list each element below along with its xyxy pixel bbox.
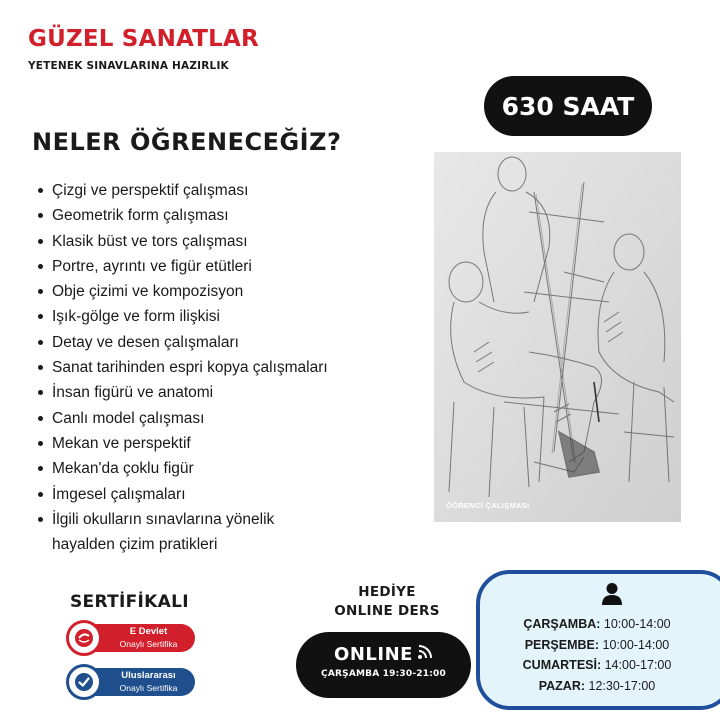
schedule-row bbox=[480, 614, 714, 635]
list-item: Sanat tarihinden espri kopya çalışmaları bbox=[38, 355, 398, 380]
international-label: Uluslararası bbox=[121, 670, 176, 681]
curriculum-list bbox=[38, 178, 398, 557]
schedule-time: 10:00-14:00 bbox=[602, 637, 670, 652]
edevlet-sublabel: Onaylı Sertifika bbox=[119, 639, 178, 649]
online-label: ONLINE bbox=[334, 644, 413, 665]
gift-line-2: ONLINE DERS bbox=[334, 603, 440, 619]
edevlet-certificate-badge bbox=[68, 624, 195, 652]
edevlet-logo-icon bbox=[66, 620, 102, 656]
schedule-time: 10:00-14:00 bbox=[603, 617, 671, 631]
schedule-row bbox=[480, 635, 714, 656]
brand-header bbox=[28, 26, 259, 72]
list-item: Çizgi ve perspektif çalışması bbox=[38, 178, 398, 203]
brand-subtitle: YETENEK SINAVLARINA HAZIRLIK bbox=[28, 60, 229, 72]
schedule-day: ÇARŞAMBA: bbox=[523, 617, 601, 631]
international-sublabel: Onaylı Sertifika bbox=[119, 683, 178, 693]
list-item: İmgesel çalışmaları bbox=[38, 482, 398, 507]
online-time: ÇARŞAMBA 19:30-21:00 bbox=[321, 669, 446, 679]
curriculum-title: NELER ÖĞRENECEĞİZ? bbox=[32, 128, 342, 156]
student-artwork-image bbox=[434, 152, 681, 522]
gift-online-lesson bbox=[318, 583, 456, 621]
course-hours-badge: 630 SAAT bbox=[484, 76, 652, 136]
schedule-time: 14:00-17:00 bbox=[604, 658, 672, 672]
list-item: Detay ve desen çalışmaları bbox=[38, 330, 398, 355]
schedule-box bbox=[476, 570, 720, 710]
list-item: Portre, ayrıntı ve figür etütleri bbox=[38, 254, 398, 279]
gift-line-1: HEDİYE bbox=[358, 584, 416, 600]
schedule-row bbox=[480, 655, 714, 676]
edevlet-label: E Devlet bbox=[129, 626, 168, 637]
checkmark-icon bbox=[66, 664, 102, 700]
list-item: Klasik büst ve tors çalışması bbox=[38, 229, 398, 254]
list-item: Canlı model çalışması bbox=[38, 406, 398, 431]
artwork-caption: ÖĞRENCİ ÇALIŞMASI bbox=[446, 501, 530, 510]
list-item: Obje çizimi ve kompozisyon bbox=[38, 279, 398, 304]
pencil-sketch-figures bbox=[434, 152, 681, 522]
schedule-day: CUMARTESİ: bbox=[522, 658, 602, 672]
brand-title: GÜZEL SANATLAR bbox=[28, 26, 259, 52]
schedule-time: 12:30-17:00 bbox=[588, 678, 656, 693]
list-item: Mekan'da çoklu figür bbox=[38, 456, 398, 481]
list-item: Geometrik form çalışması bbox=[38, 203, 398, 228]
international-certificate-badge bbox=[68, 668, 195, 696]
schedule-day: PAZAR: bbox=[538, 678, 586, 693]
list-item: Mekan ve perspektif bbox=[38, 431, 398, 456]
list-item-continuation: hayalden çizim pratikleri bbox=[52, 536, 218, 554]
schedule-row bbox=[480, 676, 714, 697]
list-item: İlgili okulların sınavlarına yönelik bbox=[38, 507, 398, 532]
certificates-title: SERTİFİKALI bbox=[70, 592, 189, 612]
list-item: Işık-gölge ve form ilişkisi bbox=[38, 304, 398, 329]
broadcast-icon bbox=[417, 644, 433, 665]
schedule-list bbox=[480, 614, 714, 696]
schedule-day: PERŞEMBE: bbox=[524, 637, 600, 652]
list-item: İnsan figürü ve anatomi bbox=[38, 380, 398, 405]
online-lesson-badge bbox=[296, 632, 471, 698]
user-icon bbox=[601, 582, 623, 610]
